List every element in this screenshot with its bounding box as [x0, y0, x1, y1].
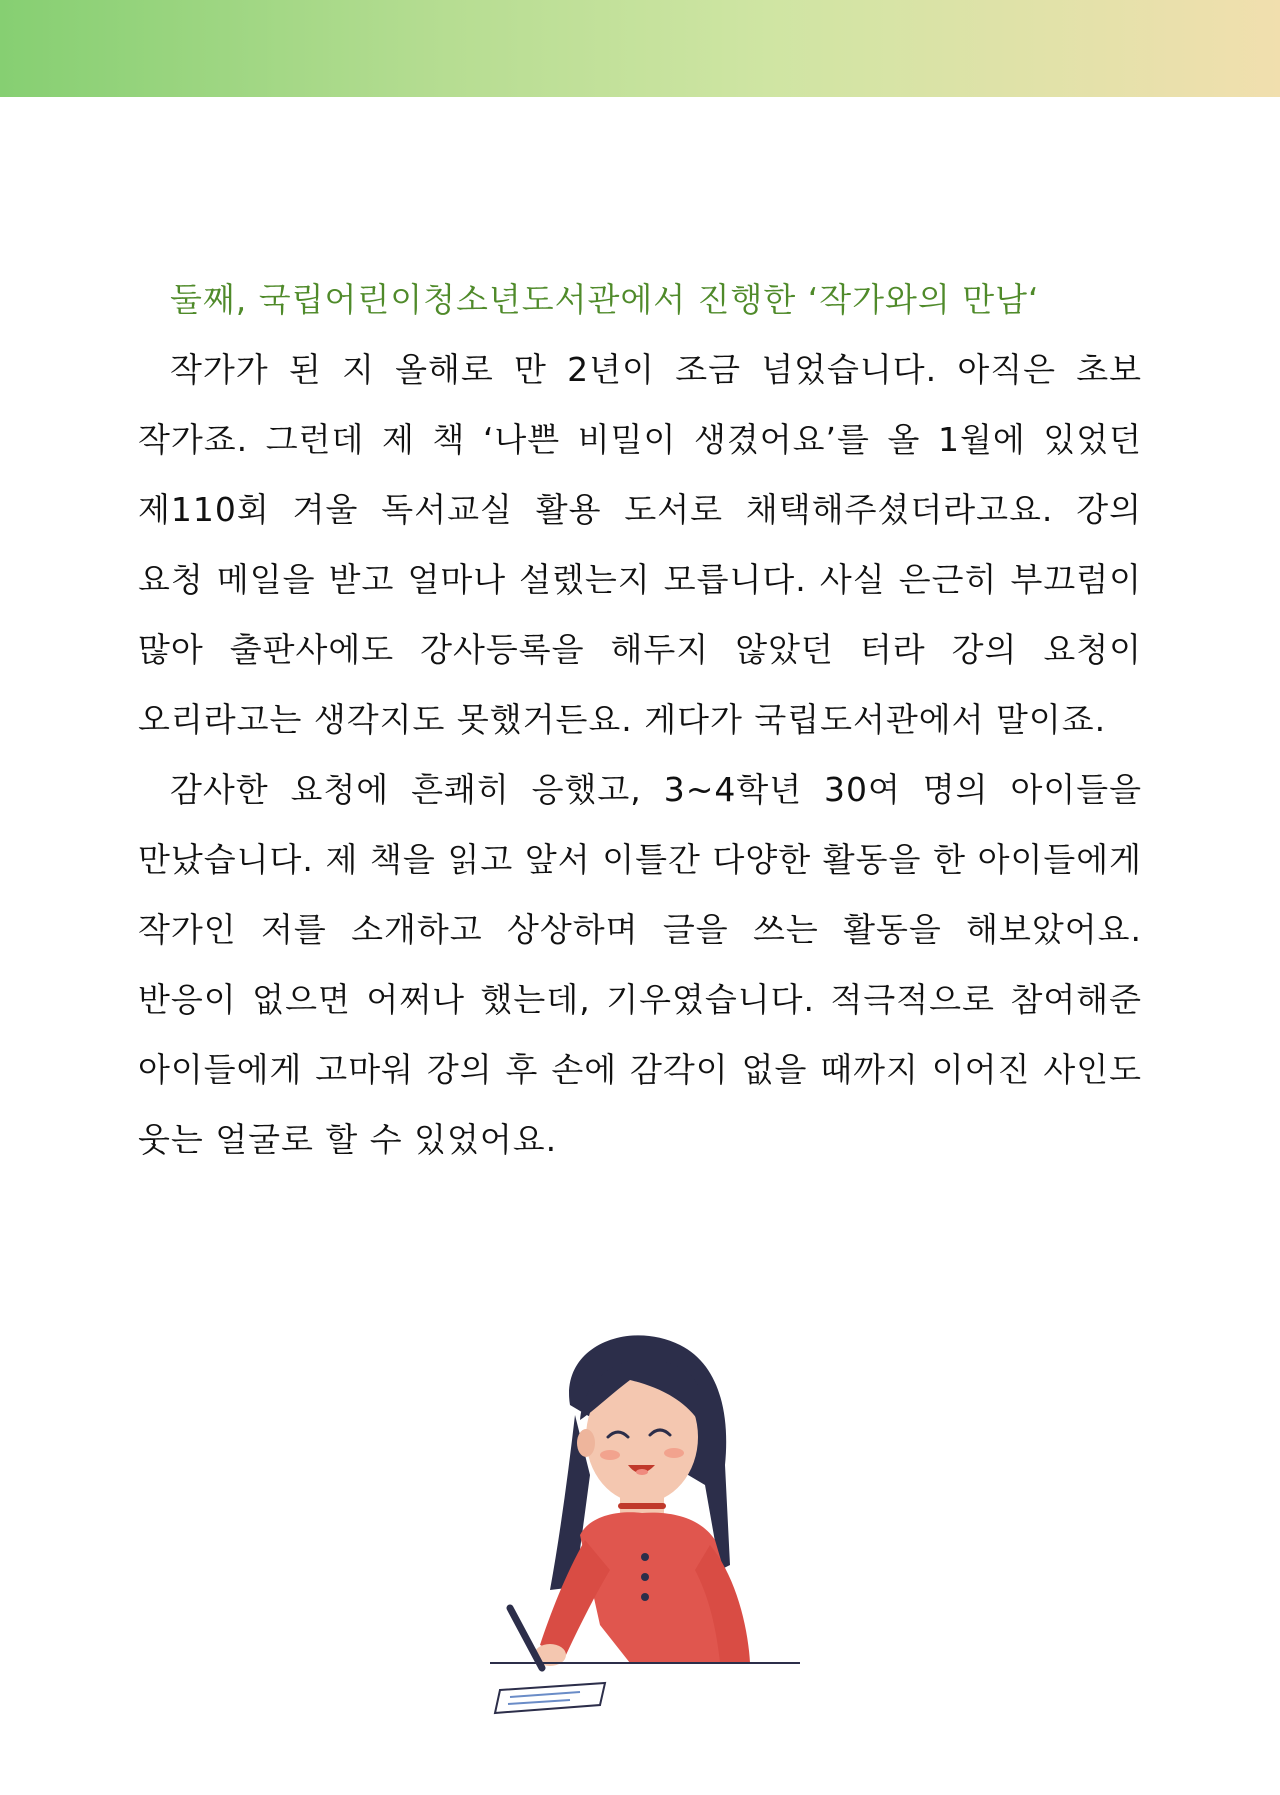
article-body	[138, 265, 1142, 1175]
paragraph-1: 작가가 된 지 올해로 만 2년이 조금 넘었습니다. 아직은 초보 작가죠. 그런데 제 책 ‘나쁜 비밀이 생겼어요’를 올 1월에 있었던 제110회 겨울 독서교실 활용 도서로 채택해주셨더라고요. 강의 요청 메일을 받고 얼마나 설렜는지 모릅니다. 사실 은근히 부끄럼이 많아 출판사에도 강사등록을 해두지 않았던 터라 강의 요청이 오리라고는 생각지도 못했거든요. 게다가 국립도서관에서 말이죠.	[138, 350, 1142, 739]
woman-writing-illustration	[480, 1325, 810, 1725]
section-heading: 둘째, 국립어린이청소년도서관에서 진행한 ‘작가와의 만남‘	[170, 280, 1040, 319]
paragraph-2: 감사한 요청에 흔쾌히 응했고, 3~4학년 30여 명의 아이들을 만났습니다. 제 책을 읽고 앞서 이틀간 다양한 활동을 한 아이들에게 작가인 저를 소개하고 상상하며 글을 쓰는 활동을 해보았어요. 반응이 없으면 어쩌나 했는데, 기우였습니다. 적극적으로 참여해준 아이들에게 고마워 강의 후 손에 감각이 없을 때까지 이어진 사인도 웃는 얼굴로 할 수 있었어요.	[138, 770, 1142, 1159]
top-gradient-band	[0, 0, 1280, 97]
